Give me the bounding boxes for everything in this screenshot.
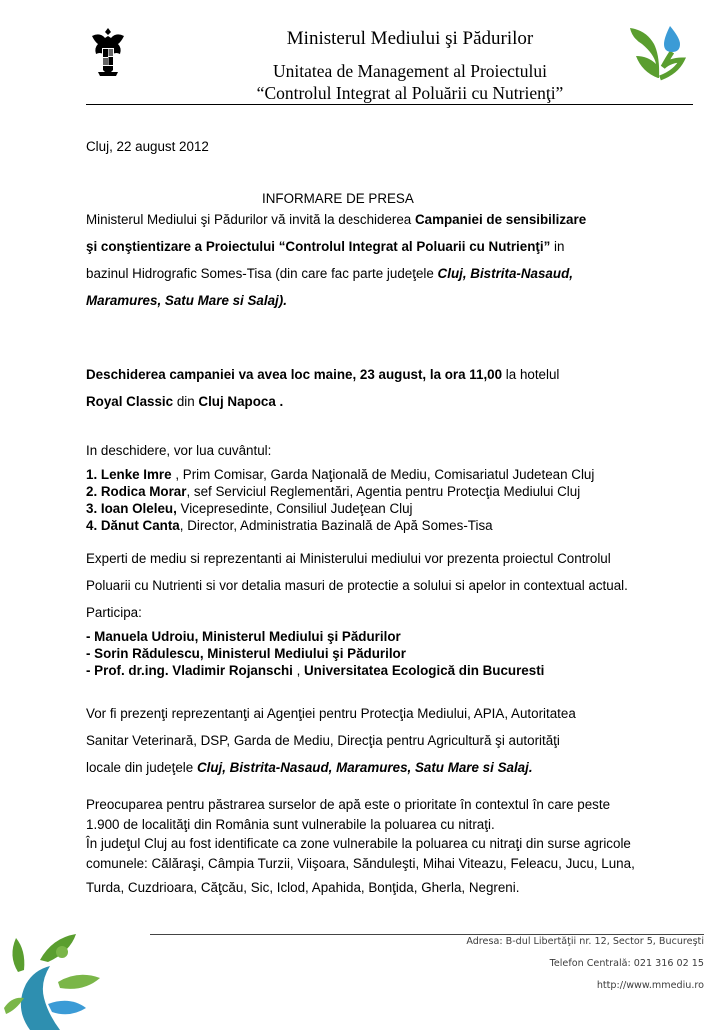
intro-line-2 [86,233,716,260]
participants-list [86,628,716,679]
speaker-role: , Director, Administratia Bazinală de Apă Somes-Tisa [179,518,493,533]
speaker-item [86,466,716,483]
participant-item [86,662,716,679]
speakers-intro: In deschidere, vor lua cuvântul: [86,443,272,458]
footer-website[interactable]: http://www.mmediu.ro [596,980,704,991]
speaker-role: , sef Serviciul Reglementări, Agentia pentru Protecţia Mediului Cluj [186,484,581,499]
speaker-role: , Prim Comisar, Garda Naţională de Mediu, Comisariatul Judetean Cluj [171,467,595,482]
intro-basin: bazinul Hidrografic Somes-Tisa (din care fac parte judeţele [86,266,438,281]
opening-line-1 [86,361,716,388]
intro-project: şi conştientizare a Proiectului “Controlul Integrat al Poluarii cu Nutrienţi” [86,239,551,254]
speaker-name: 4. Dănut Canta [86,518,180,533]
date-line: Cluj, 22 august 2012 [86,139,209,154]
concern-line-3: În judeţul Cluj au fost identificate ca zone vulnerabile la poluarea cu nitraţi din surse agricole [86,836,631,851]
speaker-item [86,517,716,534]
speakers-list [86,466,716,534]
intro-counties-2: Maramures, Satu Mare si Salaj). [86,293,287,308]
speaker-item [86,483,716,500]
participant-item [86,645,716,662]
present-line-3 [86,754,716,781]
participants-intro: Participa: [86,605,142,620]
participant-institution: Universitatea Ecologică din Bucuresti [304,663,545,678]
present-line-2: Sanitar Veterinară, DSP, Garda de Mediu, Direcţia pentru Agricultură şi autorităţi [86,733,560,748]
opening-city: Cluj Napoca . [198,394,284,409]
concern-line-1: Preocuparea pentru păstrarea surselor de apă este o prioritate în contextul în care peste [86,797,611,812]
footer-divider [150,934,704,935]
participant-separator: , [292,663,305,678]
experts-line-2: Poluarii cu Nutrienti si vor detalia masuri de protectie a solului si apelor in contextual actual. [86,578,628,593]
footer-phone: Telefon Centrală: 021 316 02 15 [549,958,704,969]
footer-address: Adresa: B-dul Libertăţii nr. 12, Sector 5, Bucureşti [466,936,704,947]
intro-paragraph [86,206,716,314]
participant-name: - Manuela Udroiu, Ministerul Mediului şi Pădurilor [86,629,401,644]
concern-paragraph [86,795,716,900]
leaf-drop-logo-icon [628,22,690,84]
intro-line-3 [86,260,716,287]
document-title: INFORMARE DE PRESA [262,191,414,206]
concern-line-2: 1.900 de localităţi din România sunt vulnerabile la poluarea cu nitraţi. [86,817,495,832]
concern-line-5: Turda, Cuzdrioara, Căţcău, Sic, Iclod, Apahida, Bonţida, Gherla, Negreni. [86,880,520,895]
speaker-name: 1. Lenke Imre [86,467,172,482]
participant-name: - Prof. dr.ing. Vladimir Rojanschi [86,663,293,678]
concern-line-4: comunele: Călăraşi, Câmpia Turzii, Viişoara, Sănduleşti, Mihai Viteazu, Feleacu, Jucu, Luna, [86,856,635,871]
ministry-name: Ministerul Mediului şi Pădurilor [286,28,534,49]
speaker-name: 3. Ioan Oleleu, [86,501,177,516]
experts-line-1: Experti de mediu si reprezentanti ai Ministerului mediului vor prezenta proiectul Controlul [86,551,611,566]
opening-date: Deschiderea campaniei va avea loc maine, 23 august, la ora 11,00 [86,367,503,382]
opening-hotel: Royal Classic [86,394,174,409]
intro-line-4 [86,287,716,314]
participant-item [86,628,716,645]
swirl-logo-icon [0,912,120,1031]
opening-paragraph [86,361,716,415]
unit-name: Unitatea de Management al Proiectului [272,61,548,81]
speaker-item [86,500,716,517]
intro-counties-1: Cluj, Bistrita-Nasaud, [437,266,573,281]
opening-hotel-label: la hotelul [502,367,560,382]
opening-in: din [173,394,199,409]
present-line-1: Vor fi prezenţi reprezentanţi ai Agenţiei pentru Protecţia Mediului, APIA, Autoritatea [86,706,576,721]
intro-campaign: Campaniei de sensibilizare [414,212,587,227]
opening-line-2 [86,388,716,415]
header-divider [86,104,693,105]
present-counties: Cluj, Bistrita-Nasaud, Maramures, Satu Mare si Salaj. [196,760,533,775]
intro-text: Ministerul Mediului şi Pădurilor vă invită la deschiderea [86,212,415,227]
speaker-role: Vicepresedinte, Consiliul Judeţean Cluj [176,501,413,516]
intro-line-1 [86,206,716,233]
speaker-name: 2. Rodica Morar [86,484,187,499]
intro-in: in [550,239,565,254]
present-paragraph [86,700,716,781]
experts-paragraph [86,545,716,599]
participant-name: - Sorin Rădulescu, Ministerul Mediului şi Pădurilor [86,646,406,661]
project-name: “Controlul Integrat al Poluării cu Nutrienţi” [256,83,564,103]
present-local: locale din judeţele [86,760,197,775]
